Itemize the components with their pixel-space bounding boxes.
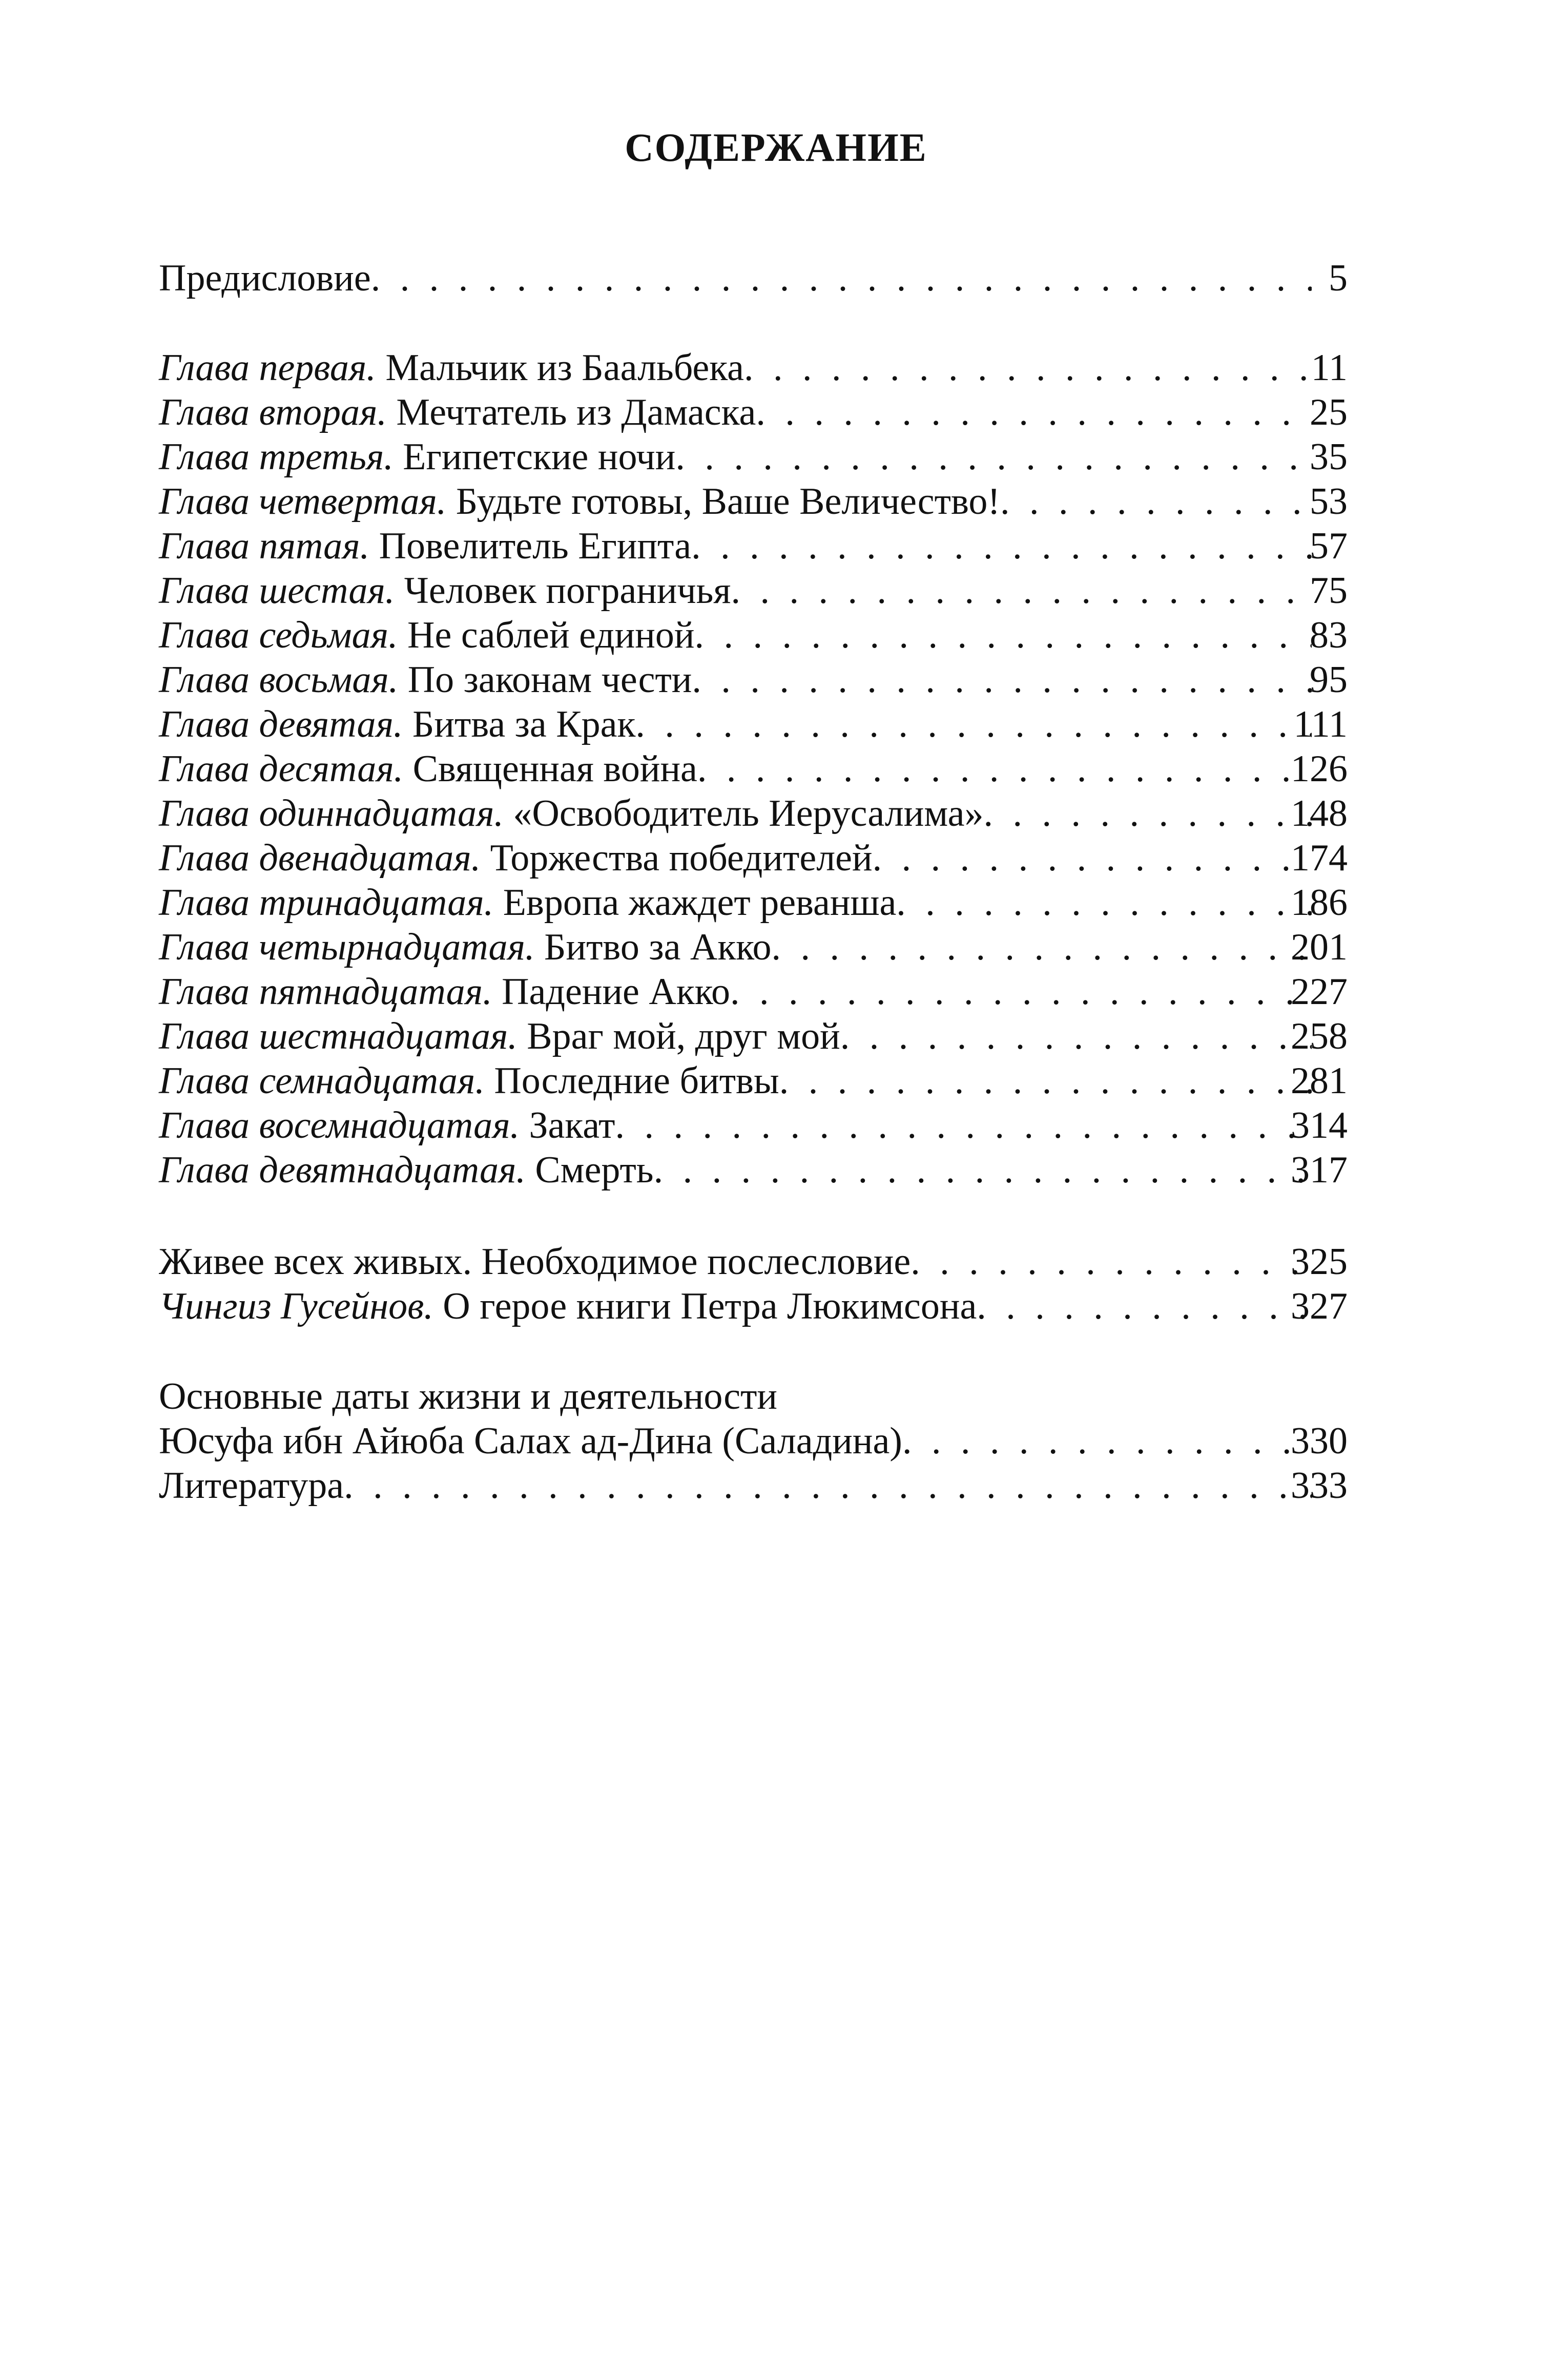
toc-entry-title [159,346,744,390]
toc-page-number: 281 [1291,1060,1348,1102]
dot-leader [840,1014,1312,1059]
toc-entry-name: Не саблей единой [398,614,695,656]
toc-entry-label: Глава третья. [159,436,394,478]
toc-entry-title [159,1148,654,1193]
toc-entry-name: Битва за Крак [403,703,636,745]
toc-page-number: 186 [1291,882,1348,924]
dot-leader [902,1419,1312,1464]
toc-entry-title [159,1284,977,1329]
toc-entry-title [159,435,675,479]
dot-leader [873,836,1312,881]
dot-leader [772,925,1312,970]
dot-leader [779,1059,1312,1103]
toc-entry-label: Глава шестнадцатая. [159,1015,518,1057]
toc-entry[interactable] [159,747,1348,791]
dot-leader [615,1103,1312,1148]
toc-entry[interactable] [159,881,1348,925]
toc-entry-title [159,1103,615,1148]
toc-page-number: 174 [1291,837,1348,879]
dot-leader [984,791,1312,836]
toc-page-number: 53 [1310,481,1348,523]
toc-entry[interactable] [159,569,1348,613]
toc-entry-name: О герое книги Петра Люкимсона [433,1285,977,1327]
toc-entry-name: «Освободитель Иерусалима» [503,792,984,834]
toc-entry-label: Глава восьмая. [159,659,399,701]
toc-entry-name: Повелитель Египта [369,525,692,567]
toc-entry-label: Глава первая. [159,347,376,389]
toc-entry-title [159,569,731,613]
toc-entry[interactable] [159,390,1348,435]
toc-entry-name: Торжества победителей [481,837,873,879]
toc-entry-title: Основные даты жизни и деятельности [159,1375,778,1417]
toc-entry[interactable] [159,925,1348,970]
toc-entry-name: Смерть [525,1149,654,1191]
dot-leader [910,1240,1312,1284]
toc-entry-name: Священная война [403,748,697,790]
toc-page-number: 126 [1291,748,1348,790]
toc-entry-title [159,479,1000,524]
toc-entry[interactable] [159,1284,1348,1329]
toc-entry[interactable] [159,346,1348,390]
toc-entry[interactable] [159,970,1348,1014]
toc-entry-label: Глава седьмая. [159,614,398,656]
toc-entry-name: Будьте готовы, Ваше Величество! [446,481,1001,523]
toc-entry-title [159,658,692,702]
toc-page-number: 57 [1310,525,1348,567]
toc-entry-label: Глава вторая. [159,391,387,433]
dot-leader [654,1148,1312,1193]
toc-entry[interactable] [159,1014,1348,1059]
toc-entry-name: Битво за Акко [534,926,772,968]
dot-leader [744,346,1312,390]
toc-page-number: 111 [1293,703,1348,745]
toc-page-number: 75 [1310,570,1348,612]
toc-entry-name: Закат [519,1104,615,1146]
dot-leader [977,1284,1312,1329]
dot-leader [1000,479,1312,524]
toc-entry[interactable] [159,1148,1348,1193]
toc-entry-label: Глава девятая. [159,703,403,745]
toc-entry-title [159,1059,779,1103]
toc-afterword-block [159,1240,1348,1329]
dot-leader [697,747,1312,791]
toc-entry-label: Глава пятнадцатая. [159,971,492,1013]
dot-leader [896,881,1312,925]
toc-entry-name: Человек пограничья [395,570,731,612]
dot-leader [691,524,1312,569]
toc-entry-name: Мальчик из Баальбека [376,347,744,389]
toc-entry-name: Последние битвы [484,1060,779,1102]
toc-entry-name: Мечтатель из Дамаска [386,391,756,433]
toc-page-number: 201 [1291,926,1348,968]
toc-entry[interactable] [159,1059,1348,1103]
toc-page-number: 314 [1291,1104,1348,1146]
toc-page-number: 227 [1291,971,1348,1013]
toc-entry[interactable] [159,524,1348,569]
toc-entry-name: Живее всех живых. Необходимое послесловие [159,1241,911,1283]
toc-entry-name: Падение Акко [492,971,730,1013]
toc-entry-label: Глава девятнадцатая. [159,1149,526,1191]
toc-entry-label: Глава двенадцатая. [159,837,481,879]
toc-entry-label: Глава восемнадцатая. [159,1104,520,1146]
toc-entry-title [159,702,635,747]
toc-page-number: 95 [1310,659,1348,701]
toc-entry-dates-line1 [159,1374,1348,1419]
dot-leader [344,1464,1312,1508]
toc-entry-title [159,881,896,925]
page-title: СОДЕРЖАНИЕ [625,125,927,170]
toc-entry-preface[interactable] [159,256,1348,301]
toc-appendix-block [159,1374,1348,1508]
toc-entry[interactable] [159,613,1348,658]
toc-entry[interactable] [159,1103,1348,1148]
toc-preface-block [159,256,1348,301]
toc-entry-label: Глава шестая. [159,570,395,612]
toc-entry-label: Глава пятая. [159,525,370,567]
toc-entry-name: Европа жаждет реванша [493,882,897,924]
toc-entry[interactable] [159,479,1348,524]
toc-entry[interactable] [159,435,1348,479]
dot-leader [756,390,1312,435]
toc-entry[interactable] [159,658,1348,702]
toc-entry-name: Египетские ночи [393,436,676,478]
toc-entry-title [159,791,984,836]
dot-leader [730,970,1312,1014]
toc-entry-title [159,613,694,658]
toc-page-number: 11 [1311,347,1348,389]
toc-entry-label: Чингиз Гусейнов. [159,1285,433,1327]
toc-page-number: 317 [1291,1149,1348,1191]
toc-page-number: 327 [1291,1285,1348,1327]
dot-leader [694,613,1312,658]
toc-page-number: 325 [1291,1241,1348,1283]
toc-entry-title: Юсуфа ибн Айюба Салах ад-Дина (Саладина) [159,1420,902,1462]
toc-page-number: 258 [1291,1015,1348,1057]
dot-leader [692,658,1312,702]
toc-entry[interactable] [159,1240,1348,1284]
toc-entry-label: Глава тринадцатая. [159,882,494,924]
toc-entry-title [159,836,873,881]
toc-entry-label: Глава четырнадцатая. [159,926,535,968]
toc-entry[interactable] [159,836,1348,881]
toc-entry-literature[interactable] [159,1464,1348,1508]
toc-entry-title [159,925,772,970]
dot-leader [731,569,1312,613]
toc-chapters-block [159,346,1348,1193]
toc-page-number: 5 [1329,257,1348,299]
toc-entry-dates[interactable] [159,1419,1348,1464]
toc-entry-title [159,970,730,1014]
toc-entry-title [159,390,756,435]
toc-page-number: 148 [1291,792,1348,834]
toc-page-number: 25 [1310,391,1348,433]
toc-entry-label: Глава одиннадцатая. [159,792,504,834]
toc-entry-label: Глава десятая. [159,748,404,790]
toc-page-number: 83 [1310,614,1348,656]
toc-entry[interactable] [159,702,1348,747]
toc-page-number: 35 [1310,436,1348,478]
toc-page-number: 330 [1291,1420,1348,1462]
toc-entry-label: Глава семнадцатая. [159,1060,485,1102]
toc-entry-title [159,524,691,569]
dot-leader [635,702,1312,747]
toc-entry-title: Литература [159,1465,344,1507]
toc-entry-label: Глава четвертая. [159,481,447,523]
toc-entry-name: По законам чести [398,659,692,701]
dot-leader [371,256,1312,301]
toc-entry-title [159,1014,840,1059]
toc-entry-title: Предисловие [159,257,371,299]
toc-entry-name: Враг мой, друг мой [517,1015,840,1057]
toc-entry[interactable] [159,791,1348,836]
dot-leader [675,435,1312,479]
toc-entry-title [159,747,697,791]
toc-page-number: 333 [1291,1465,1348,1507]
toc-entry-title [159,1240,910,1284]
